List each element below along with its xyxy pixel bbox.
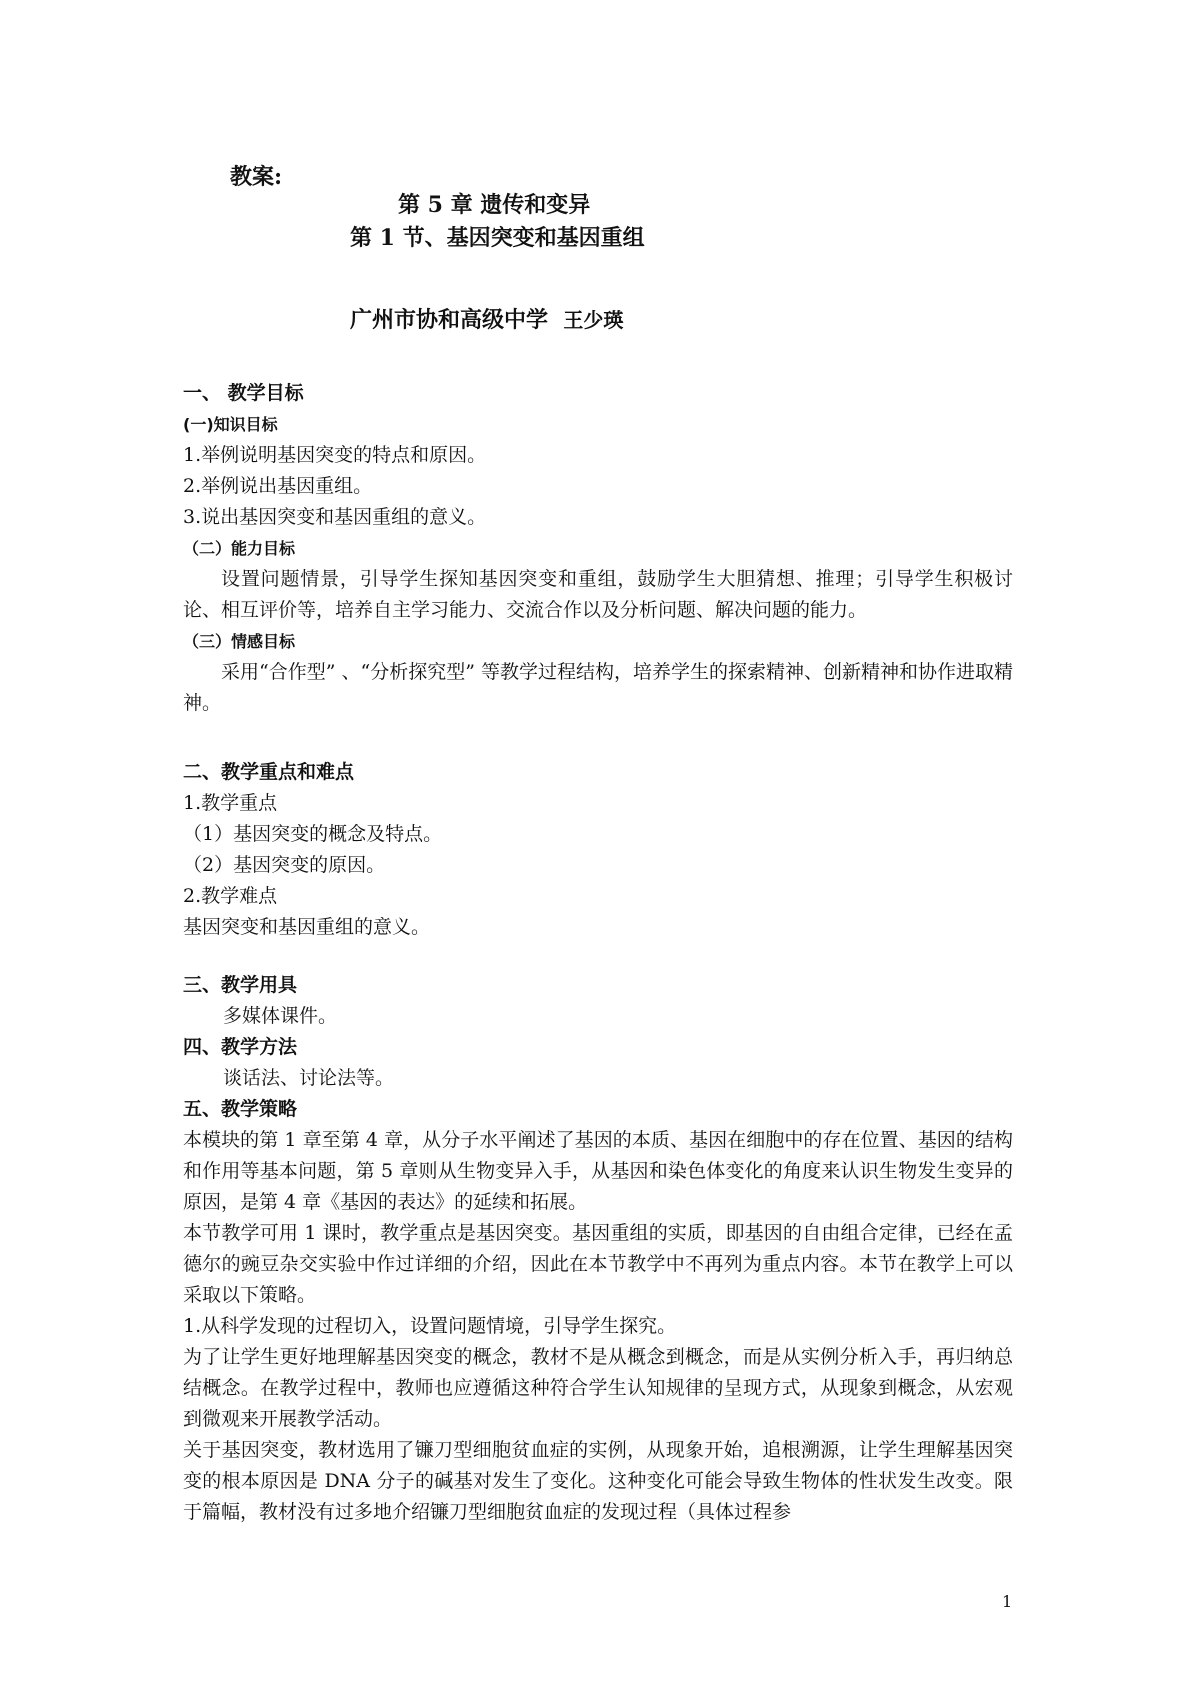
objectives-heading: 一、 教学目标	[183, 382, 304, 404]
difficulty-text: 基因突变和基因重组的意义。	[183, 916, 431, 938]
focus-item: （2）基因突变的原因。	[183, 854, 386, 876]
chapter-title: 第 5 章 遗传和变异	[398, 192, 591, 218]
tools-heading: 三、教学用具	[183, 974, 298, 996]
knowledge-item: 1.举例说明基因突变的特点和原因。	[183, 444, 487, 466]
strategy-paragraph: 本模块的第 1 章至第 4 章，从分子水平阐述了基因的本质、基因在细胞中的存在位置、基因的结构和作用等基本问题，第 5 章则从生物变异入手，从基因和染色体变化的角度来认识生物发生变异的原因，是第 4 章《基因的表达》的延续和拓展。	[183, 1129, 1013, 1213]
objectives-section	[183, 378, 1013, 719]
emotion-text: 采用“合作型” 、“分析探究型” 等教学过程结构，培养学生的探索精神、创新精神和协作进取精神。	[183, 661, 1013, 714]
ability-text: 设置问题情景，引导学生探知基因突变和重组，鼓励学生大胆猜想、推理；引导学生积极讨论、相互评价等，培养自主学习能力、交流合作以及分析问题、解决问题的能力。	[183, 568, 1013, 621]
focus-label: 1.教学重点	[183, 792, 278, 814]
doc-label: 教案:	[230, 164, 283, 190]
strategy-paragraph: 关于基因突变，教材选用了镰刀型细胞贫血症的实例，从现象开始，追根溯源，让学生理解基因突变的根本原因是 DNA 分子的碱基对发生了变化。这种变化可能会导致生物体的性状发生改变。限于篇幅，教材没有过多地介绍镰刀型细胞贫血症的发现过程（具体过程参	[183, 1439, 1013, 1523]
knowledge-item: 3.说出基因突变和基因重组的意义。	[183, 506, 487, 528]
methods-text: 谈话法、讨论法等。	[223, 1067, 395, 1089]
methods-heading: 四、教学方法	[183, 1036, 298, 1058]
section-title: 第 1 节、基因突变和基因重组	[350, 225, 645, 251]
ability-heading: （二）能力目标	[183, 539, 296, 558]
page-number: 1	[1002, 1592, 1013, 1611]
strategy-paragraph: 本节教学可用 1 课时，教学重点是基因突变。基因重组的实质，即基因的自由组合定律，已经在孟德尔的豌豆杂交实验中作过详细的介绍，因此在本节教学中不再列为重点内容。本节在教学上可以采取以下策略。	[183, 1222, 1013, 1306]
key-points-section	[183, 757, 1013, 943]
focus-item: （1）基因突变的概念及特点。	[183, 823, 443, 845]
strategy-paragraph: 为了让学生更好地理解基因突变的概念，教材不是从概念到概念，而是从实例分析入手，再归纳总结概念。在教学过程中，教师也应遵循这种符合学生认知规律的呈现方式，从现象到概念，从宏观到微观来开展教学活动。	[183, 1346, 1013, 1430]
strategy-heading: 五、教学策略	[183, 1098, 298, 1120]
key-points-heading: 二、教学重点和难点	[183, 761, 355, 783]
knowledge-heading: (一)知识目标	[183, 415, 278, 434]
difficulty-label: 2.教学难点	[183, 885, 278, 907]
tools-text: 多媒体课件。	[223, 1005, 338, 1027]
strategy-paragraph: 1.从科学发现的过程切入，设置问题情境，引导学生探究。	[183, 1315, 677, 1337]
school-name: 广州市协和高级中学	[350, 308, 549, 333]
author-name: 王少瑛	[563, 308, 624, 332]
emotion-heading: （三）情感目标	[183, 632, 296, 651]
tools-methods-strategy-section	[183, 970, 1013, 1528]
school-author-line	[350, 303, 623, 334]
knowledge-item: 2.举例说出基因重组。	[183, 475, 373, 497]
